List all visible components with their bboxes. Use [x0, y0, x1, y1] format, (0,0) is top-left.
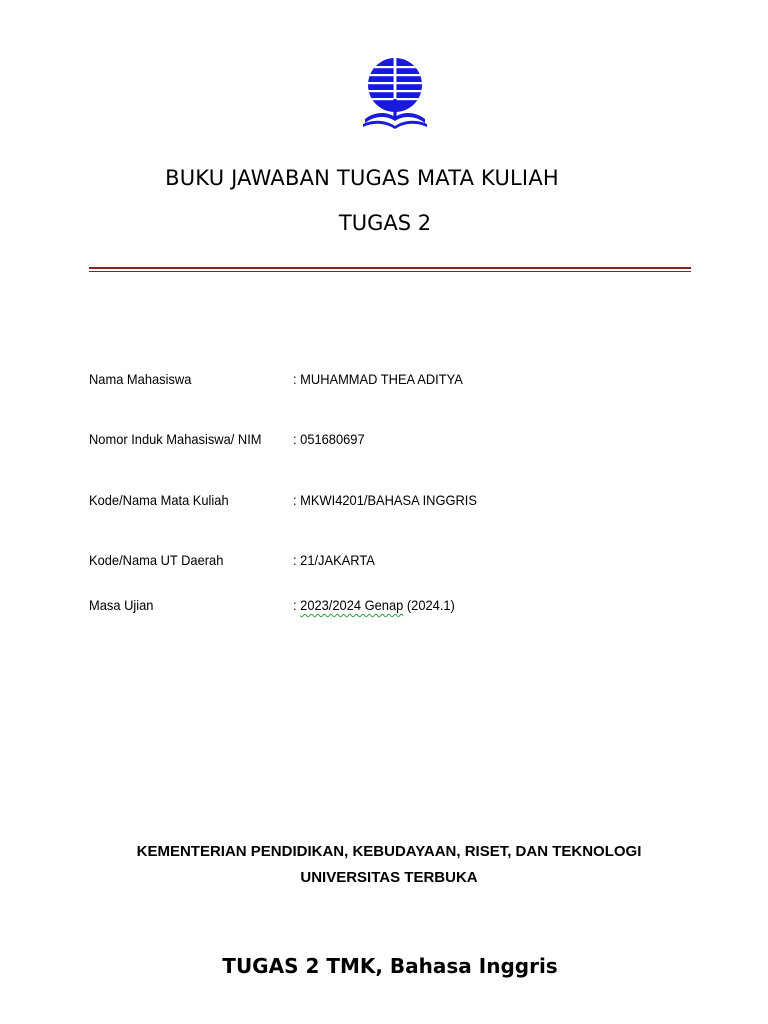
ut-daerah-label: Kode/Nama UT Daerah — [89, 552, 224, 568]
header-divider-thick — [89, 267, 691, 269]
nim-label: Nomor Induk Mahasiswa/ NIM — [89, 431, 262, 447]
mata-kuliah-label: Kode/Nama Mata Kuliah — [89, 492, 229, 508]
document-subtitle: TUGAS 2 — [338, 211, 432, 235]
nama-mahasiswa-label: Nama Mahasiswa — [89, 371, 192, 387]
ut-daerah-value: : 21/JAKARTA — [293, 552, 375, 568]
nama-mahasiswa-value: : MUHAMMAD THEA ADITYA — [293, 371, 463, 387]
masa-ujian-code: (2024.1) — [403, 597, 455, 613]
universitas-terbuka-logo-icon — [362, 57, 428, 131]
header-divider-thin — [89, 271, 691, 272]
university-name: UNIVERSITAS TERBUKA — [300, 869, 478, 886]
masa-ujian-prefix: : — [293, 597, 301, 613]
masa-ujian-value — [293, 597, 455, 613]
bottom-title: TUGAS 2 TMK, Bahasa Inggris — [222, 954, 558, 978]
ministry-name: KEMENTERIAN PENDIDIKAN, KEBUDAYAAN, RISET, DAN TEKNOLOGI — [136, 843, 642, 860]
masa-ujian-semester: 2023/2024 Genap — [300, 597, 404, 613]
document-title: BUKU JAWABAN TUGAS MATA KULIAH — [165, 166, 559, 190]
mata-kuliah-value: : MKWI4201/BAHASA INGGRIS — [293, 492, 477, 508]
masa-ujian-label: Masa Ujian — [89, 597, 154, 613]
nim-value: : 051680697 — [293, 431, 365, 447]
